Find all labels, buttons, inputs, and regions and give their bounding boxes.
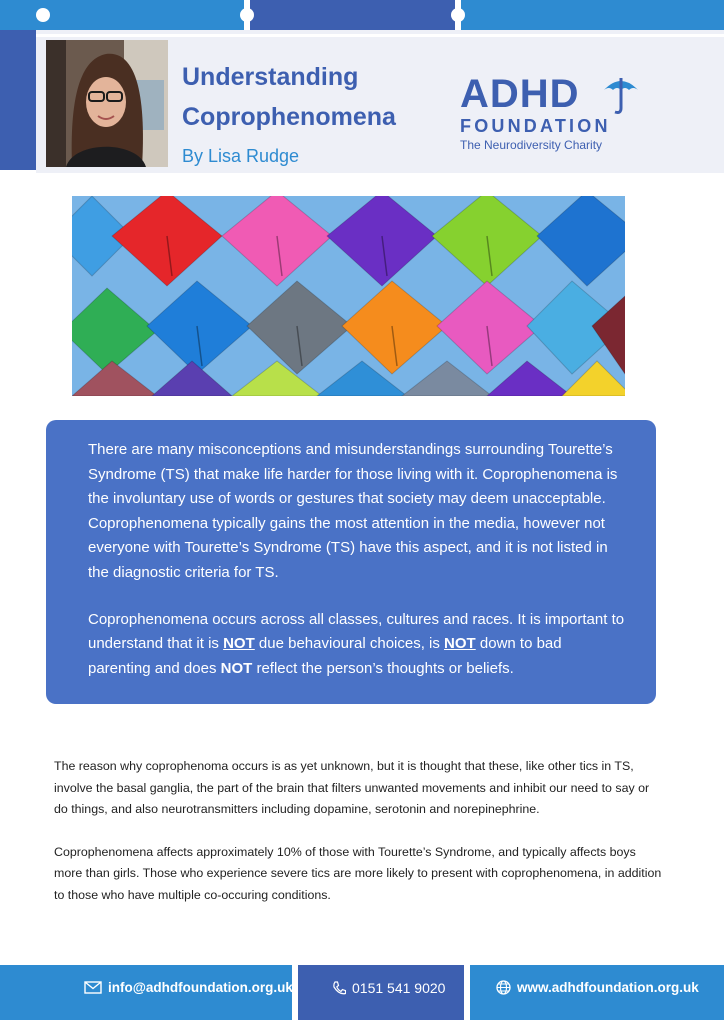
article-body: [54, 756, 666, 927]
puzzle-knob: [36, 8, 50, 22]
logo-foundation-text: FOUNDATION: [460, 116, 611, 136]
author-portrait: [46, 40, 168, 167]
footer-contact-bar: [0, 965, 724, 1024]
footer-website-text[interactable]: www.adhdfoundation.org.uk: [517, 980, 699, 995]
page-title-line1: Understanding: [182, 63, 359, 91]
adhd-foundation-logo: [458, 72, 644, 156]
callout-paragraph-1: There are many misconceptions and misunderstandings surrounding Tourette’s Syndrome (TS) that make life harder for those living with it. Coprophenomena is the involuntary use of words or gestures that society may deem unacceptable. Coprophenomena typically gains the most attention in the media, however not everyone with Tourette’s Syndrome (TS) have this aspect, and it is not listed in the diagnostic criteria for TS.: [88, 441, 618, 581]
body-paragraph-1: The reason why coprophenoma occurs is as yet unknown, but it is thought that these, like other tics in TS, involve the basal ganglia, the part of the brain that filters unwanted movements and inhibit our need to say or do things, and also neurotransmitters including dopamine, serotonin and norepinephrine.: [54, 759, 650, 816]
author-portrait-image: [46, 40, 168, 167]
envelope-icon: [84, 981, 102, 994]
footer-email[interactable]: [84, 980, 293, 995]
top-decorative-strip: [0, 0, 724, 34]
umbrellas-image: [72, 196, 625, 396]
callout-text: reflect the person’s thoughts or beliefs.: [252, 659, 514, 677]
page-title-line2: Coprophenomena: [182, 103, 396, 131]
callout-text: Coprophenomena occurs across all classes, cultures and races. It is important to understand that it is: [88, 610, 625, 653]
intro-callout-box: [46, 420, 656, 704]
umbrella-icon: [602, 74, 640, 116]
callout-text: due behavioural choices, is: [254, 635, 445, 653]
page-title: [182, 60, 396, 134]
footer-website[interactable]: [496, 980, 699, 995]
header-divider: [36, 34, 724, 37]
emphasis-not: NOT: [220, 659, 253, 677]
emphasis-not: NOT: [223, 635, 255, 653]
callout-paragraph-2: [88, 608, 628, 682]
left-accent-bar: [0, 30, 36, 170]
footer-phone[interactable]: [332, 980, 445, 996]
logo-tagline: The Neurodiversity Charity: [460, 138, 603, 152]
footer-email-text[interactable]: info@adhdfoundation.org.uk: [108, 980, 293, 995]
phone-icon: [332, 981, 346, 996]
author-byline: By Lisa Rudge: [182, 146, 300, 166]
umbrellas-photo: [72, 196, 625, 396]
puzzle-knob: [240, 8, 254, 22]
emphasis-not: NOT: [444, 635, 476, 653]
logo-wordmark: ADHD: [460, 72, 580, 116]
globe-icon: [496, 980, 511, 995]
callout-text: down to bad parenting and does: [88, 635, 562, 677]
puzzle-knob: [451, 8, 465, 22]
top-strip-segment: [250, 0, 455, 30]
body-paragraph-2: Coprophenomena affects approximately 10% of those with Tourette’s Syndrome, and typically affects boys more than girls. Those who experience severe tics are more likely to present with coprophenomena, in addition to those who have multiple co-occuring conditions.: [54, 844, 662, 902]
top-strip-segment: [461, 0, 724, 30]
footer-phone-text[interactable]: 0151 541 9020: [352, 980, 446, 996]
